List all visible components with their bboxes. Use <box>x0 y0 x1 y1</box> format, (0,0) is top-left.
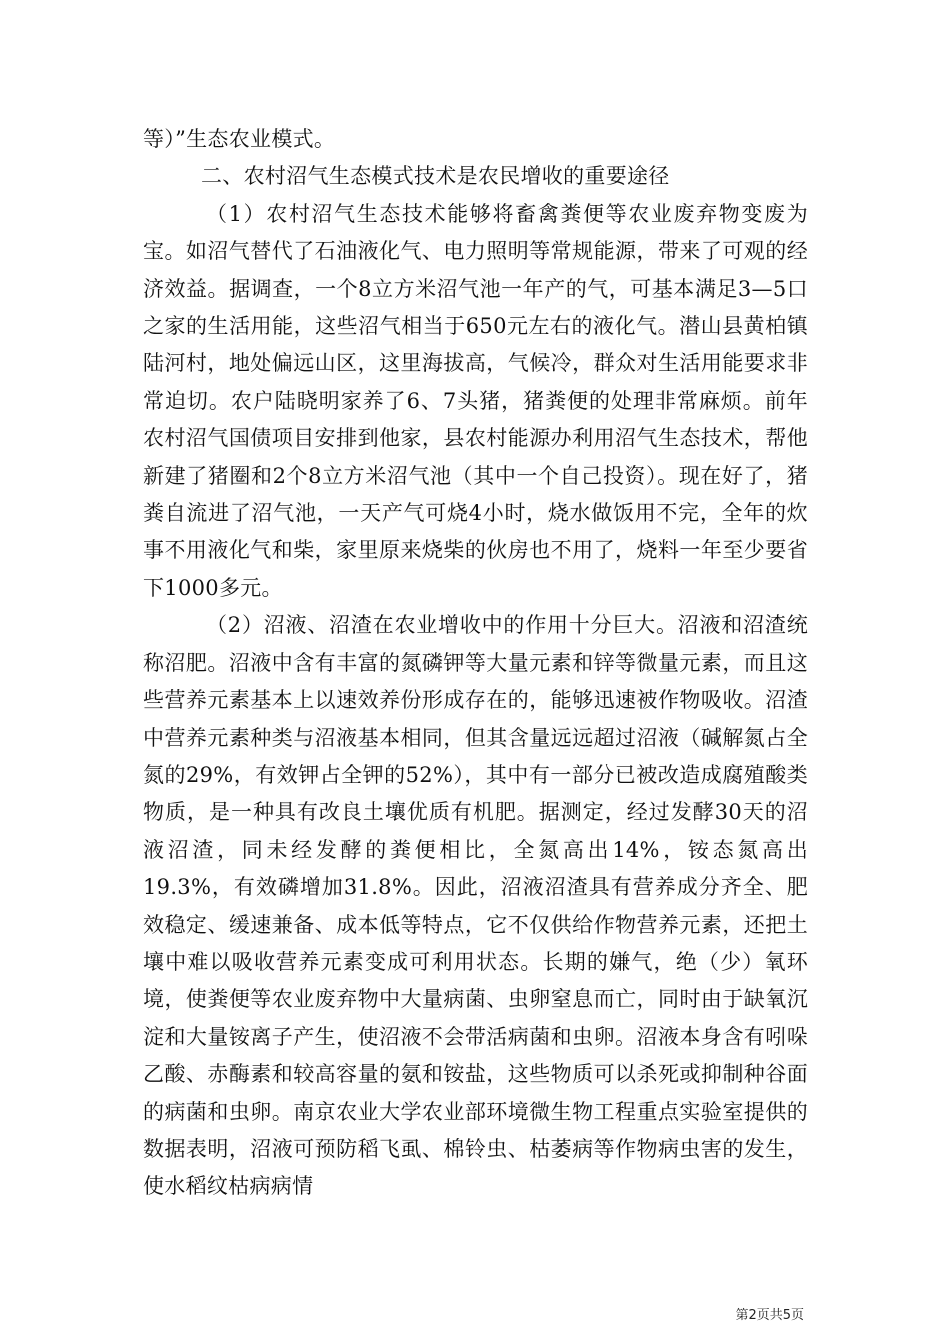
section-heading: 二、农村沼气生态模式技术是农民增收的重要途径 <box>201 164 670 189</box>
body-text <box>143 121 808 1206</box>
paragraph-2: （2）沼液、沼渣在农业增收中的作用十分巨大。沼液和沼渣统称沼肥。沼液中含有丰富的氮磷钾等大量元素和锌等微量元素，而且这些营养元素基本上以速效养份形成存在的，能够迅速被作物吸收。沼渣中营养元素种类与沼液基本相同，但其含量远远超过沼液（碱解氮占全氮的29%，有效钾占全钾的52%），其中有一部分已被改造成腐殖酸类物质，是一种具有改良土壤优质有机肥。据测定，经过发酵30天的沼液沼渣，同未经发酵的粪便相比，全氮高出14%，铵态氮高出19.3%，有效磷增加31.8%。因此，沼液沼渣具有营养成分齐全、肥效稳定、缓速兼备、成本低等特点，它不仅供给作物营养元素，还把土壤中难以吸收营养元素变成可利用状态。长期的嫌气，绝（少）氧环境，使粪便等农业废弃物中大量病菌、虫卵窒息而亡，同时由于缺氧沉淀和大量铵离子产生，使沼液不会带活病菌和虫卵。沼液本身含有吲哚乙酸、赤酶素和较高容量的氨和铵盐，这些物质可以杀死或抑制种谷面的病菌和虫卵。南京农业大学农业部环境微生物工程重点实验室提供的数据表明，沼液可预防稻飞虱、棉铃虫、枯萎病等作物病虫害的发生，使水稻纹枯病病情 <box>143 613 808 1199</box>
continuation-line: 等）”生态农业模式。 <box>143 127 336 151</box>
paragraph-1: （1）农村沼气生态技术能够将畜禽粪便等农业废弃物变废为宝。如沼气替代了石油液化气、电力照明等常规能源，带来了可观的经济效益。据调查，一个8立方米沼气池一年产的气，可基本满足3—5口之家的生活用能，这些沼气相当于650元左右的液化气。潜山县黄柏镇陆河村，地处偏远山区，这里海拔高，气候冷，群众对生活用能要求非常迫切。农户陆晓明家养了6、7头猪，猪粪便的处理非常麻烦。前年农村沼气国债项目安排到他家，县农村能源办利用沼气生态技术，帮他新建了猪圈和2个8立方米沼气池（其中一个自己投资）。现在好了，猪粪自流进了沼气池，一天产气可烧4小时，烧水做饭用不完，全年的炊事不用液化气和柴，家里原来烧柴的伙房也不用了，烧料一年至少要省下1000多元。 <box>143 201 808 600</box>
page-number: 第2页共5页 <box>735 1308 804 1323</box>
